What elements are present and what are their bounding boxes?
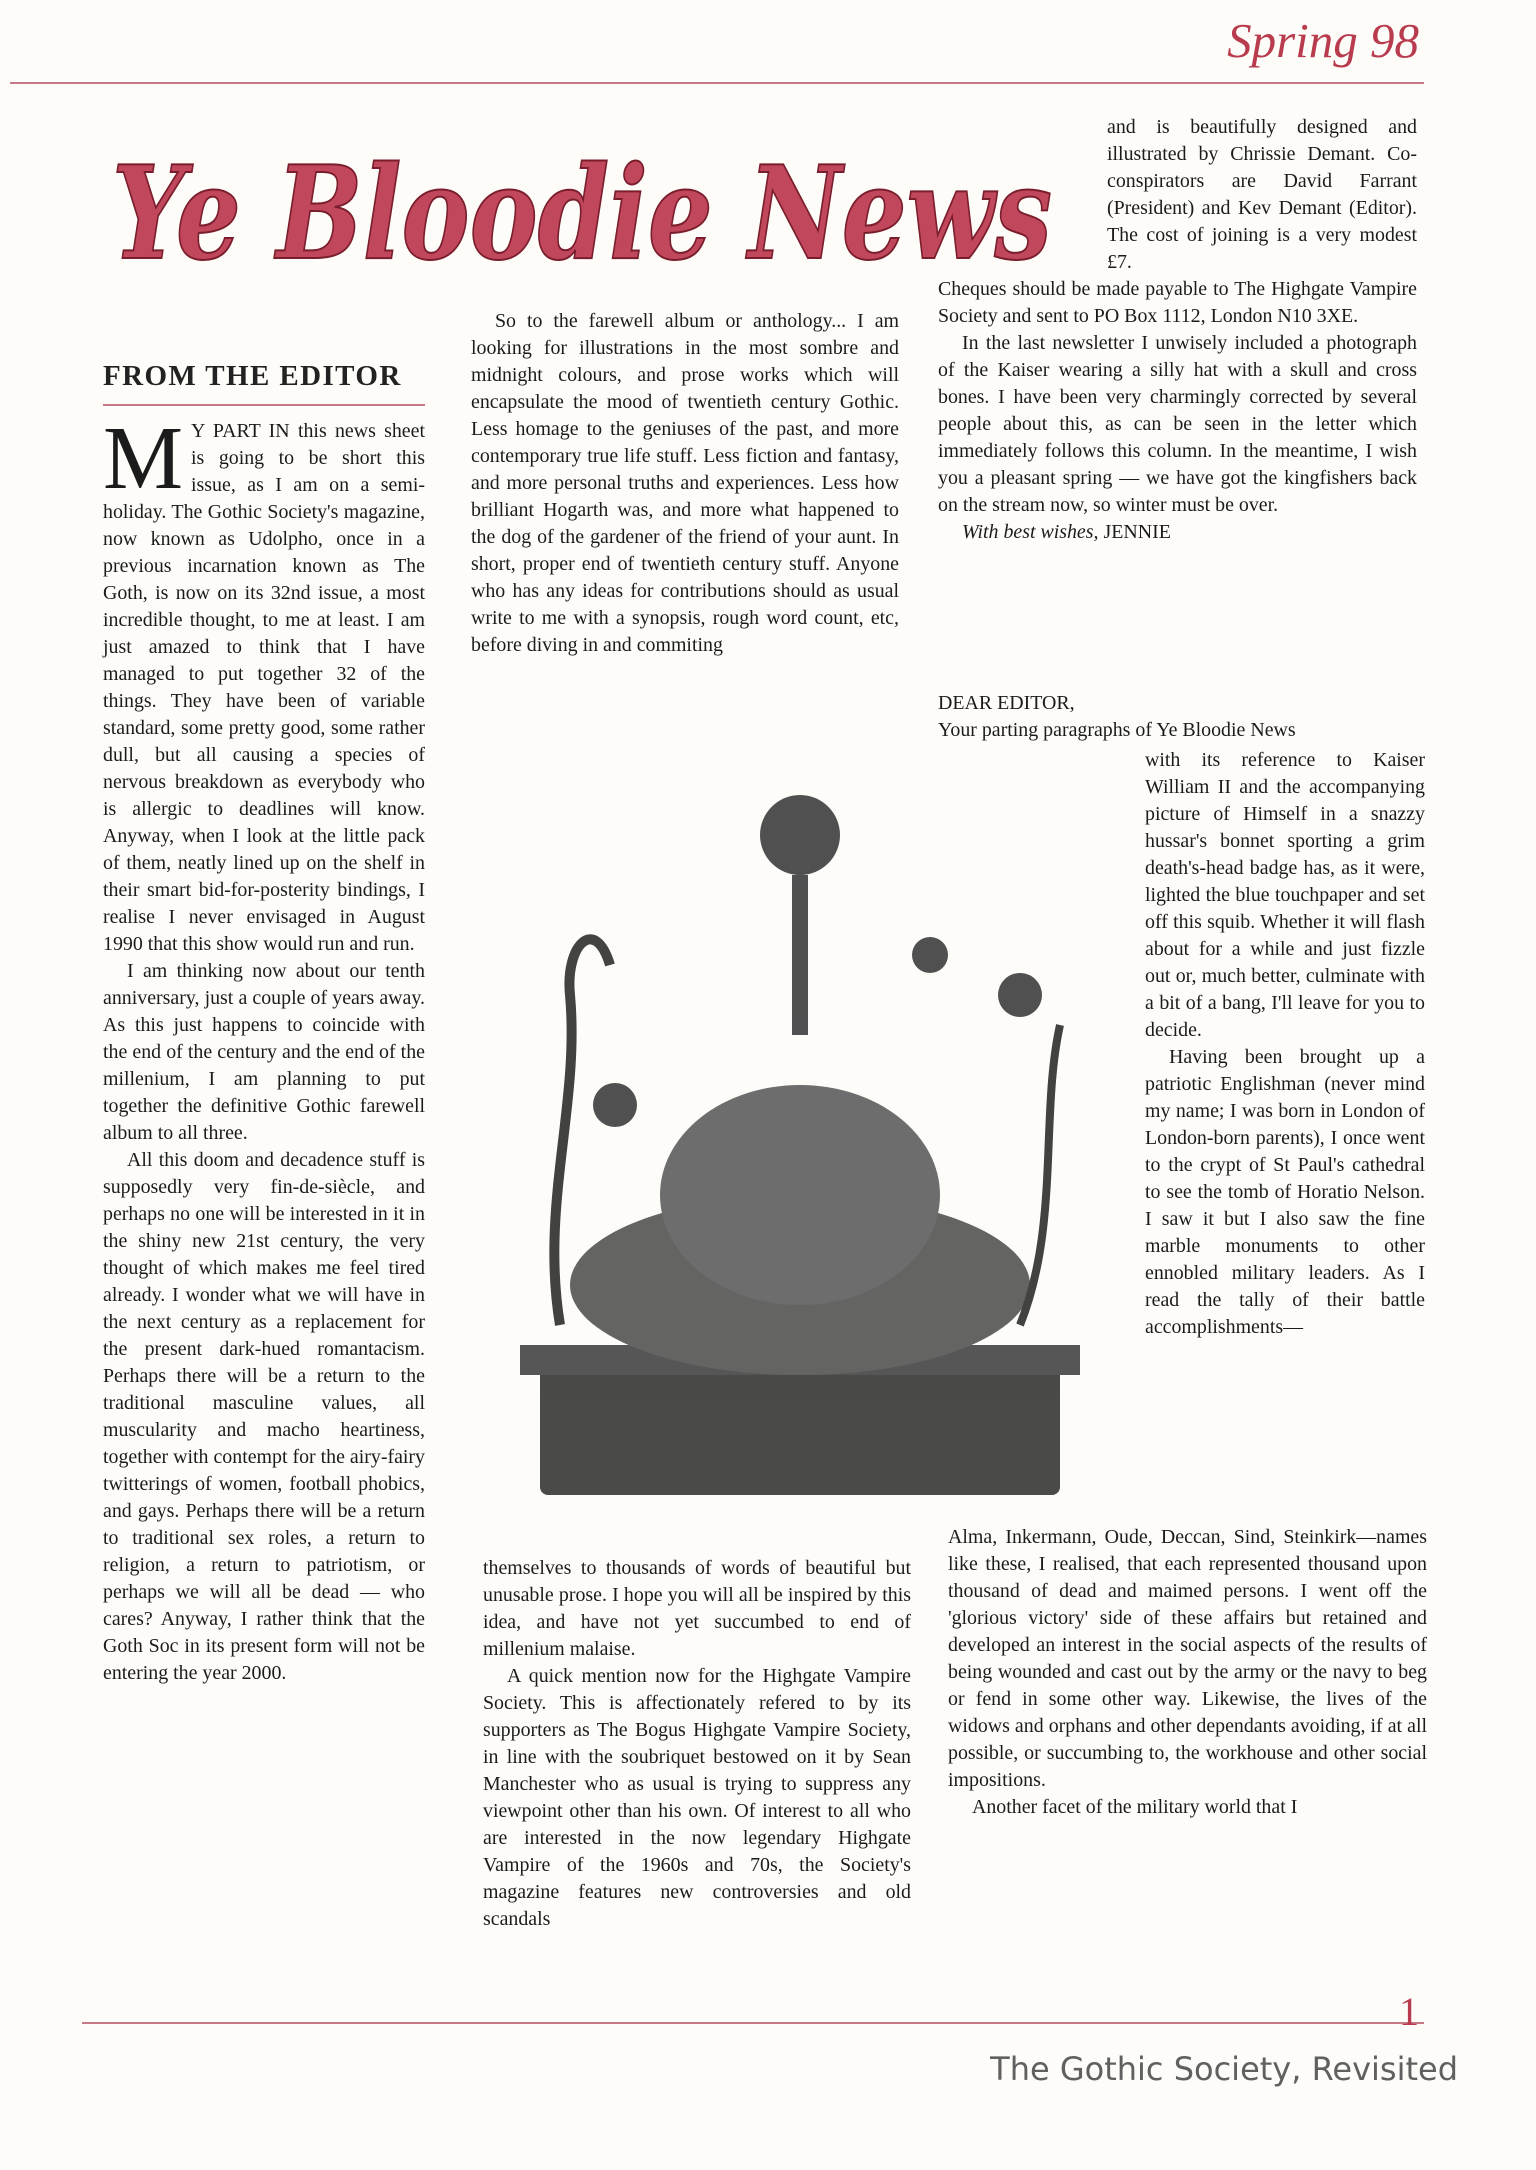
editor-paragraph-3: All this doom and decadence stuff is supposedly very fin-de-siècle, and perhaps no one will be interested in it in the shiny new 21st century, the very thought of which makes me feel tired already. I wonder what we will have in the next century as a replacement for the present dark-hued romantacism. Perhaps there will be a return to the traditional masculine values, all muscularity and macho heartiness, together with contempt for the airy-fairy twitterings of women, football phobics, and gays. Perhaps there will be a return to traditional sex roles, a return to religion, a return to patriotism, or perhaps we will all be dead — who cares? Anyway, I rather think that the Goth Soc in its present form will not be entering the year 2000. — [103, 1149, 425, 1684]
masthead — [112, 118, 1062, 293]
editor-column-1 — [103, 409, 425, 1687]
letter-paragraph-2: Having been brought up a patriotic Englishman (never mind my name; I was born in London of London-born parents), I once went to the crypt of St Paul's cathedral to see the tomb of Horatio Nelson. I saw it but I also saw the fine marble monuments to other ennobled military leaders. As I read the tally of their battle accomplishments— — [1145, 1046, 1425, 1338]
letter-salutation: DEAR EDITOR, — [938, 692, 1075, 714]
editor-paragraph-4-cont: themselves to thousands of words of beautiful but unusable prose. I hope you will all be inspired by this idea, and have not yet succumbed to end of millenium malaise. — [483, 1557, 911, 1660]
letter-narrow-column — [1145, 747, 1425, 1341]
signature: JENNIE — [1103, 521, 1171, 543]
skeleton-still-life-illustration — [500, 765, 1120, 1545]
letter-paragraph-2-cont: Alma, Inkermann, Oude, Deccan, Sind, Steinkirk—names like these, I realised, that each represented thousand upon thousand of dead and maimed persons. I went off the 'glorious victory' side of these affairs but retained and developed an interest in the social aspects of the results of being wounded and cast out by the army or the navy to beg or fend in some other way. Likewise, the lives of the widows and orphans and other dependants avoiding, if at all possible, or succumbing to, the workhouse and other social impositions. — [948, 1526, 1427, 1791]
editor-paragraph-1 — [103, 409, 425, 958]
editor-column-2-top — [471, 308, 899, 659]
section-heading: FROM THE EDITOR — [103, 360, 402, 392]
drop-cap: M — [103, 409, 184, 508]
editor-paragraph-4: So to the farewell album or anthology... I am looking for illustrations in the most sombre and midnight colours, and prose works which will encapsulate the mood of twentieth century Gothic. Less homage to the geniuses of the past, and more contemporary true life stuff. Less fiction and fantasy, and more personal truths and experiences. Less how brilliant Hogarth was, and more what happened to the dog of the gardener of the friend of your aunt. In short, proper end of twentieth century stuff. Anyone who has any ideas for contributions should as usual write to me with a synopsis, rough word count, etc, before diving in and commiting — [471, 310, 899, 656]
letter-paragraph-1-start: Your parting paragraphs of Ye Bloodie News — [938, 719, 1296, 741]
editor-paragraph-1-text: this news sheet is going to be short this issue, as I am on a semi-holiday. The Gothic Society's magazine, now known as Udolpho, once in a previous incarnation known as The Goth, is now on its 32nd issue, a most incredible thought, to me at least. I am just amazed to think that I have managed to put together 32 of the things. They have been of variable standard, some pretty good, some rather dull, but all causing a species of nervous breakdown as everybody who is allergic to deadlines will know. Anyway, when I look at the little pack of them, neatly lined up on the shelf in their smart bid-for-posterity bindings, I realise I never envisaged in August 1990 that this show would run and run. — [103, 420, 425, 955]
editor-column-3 — [938, 276, 1417, 546]
editor-column-3-top — [1107, 114, 1417, 276]
letter-paragraph-1: with its reference to Kaiser William II and the accompanying picture of Himself in a snazzy hussar's bonnet sporting a grim death's-head badge has, as it were, lighted the blue touchpaper and set off this squib. Whether it will flash about for a while and just fizzle out or, much better, culminate with a bit of a bang, I'll leave for you to decide. — [1145, 749, 1425, 1041]
signoff — [938, 519, 1417, 546]
editor-paragraph-5-end: Cheques should be made payable to The Highgate Vampire Society and sent to PO Box 1112, London N10 3XE. — [938, 278, 1417, 327]
letter-start — [938, 690, 1417, 744]
editor-paragraph-5: A quick mention now for the Highgate Vampire Society. This is affectionately refered to by its supporters as The Bogus Highgate Vampire Society, in line with the soubriquet bestowed on it by Sean Manchester who as usual is trying to suppress any viewpoint other than his own. Of interest to all who are interested in the now legendary Highgate Vampire of the 1960s and 70s, the Society's magazine features new controversies and old scandals — [483, 1665, 911, 1930]
editor-column-2-bottom — [483, 1555, 911, 1933]
heading-rule — [103, 404, 425, 406]
letter-paragraph-3: Another facet of the military world that I — [972, 1796, 1298, 1818]
letter-wide-column — [948, 1524, 1427, 1821]
issue-date: Spring 98 — [1227, 13, 1419, 68]
editor-paragraph-2: I am thinking now about our tenth anniversary, just a couple of years away. As this just happens to coincide with the end of the century and the end of the millenium, I am planning to put together the definitive Gothic farewell album to all three. — [103, 960, 425, 1144]
editor-paragraph-5-cont: and is beautifully designed and illustrated by Chrissie Demant. Co-conspirators are David Farrant (President) and Kev Demant (Editor). The cost of joining is a very modest £7. — [1107, 116, 1417, 273]
top-rule — [10, 82, 1424, 84]
signoff-text: With best wishes, — [962, 521, 1099, 543]
page-number: 1 — [1399, 1989, 1419, 2034]
editor-paragraph-6: In the last newsletter I unwisely included a photograph of the Kaiser wearing a silly hat with a skull and cross bones. I have been very charmingly corrected by several people about this, as can be seen in the letter which immediately follows this column. In the meantime, I wish you a pleasant spring — we have got the kingfishers back on the stream now, so winter must be over. — [938, 332, 1417, 516]
masthead-title: Ye Bloodie News — [112, 139, 1052, 289]
bottom-rule — [82, 2022, 1424, 2024]
lead-in: Y PART IN — [191, 420, 290, 442]
source-caption: The Gothic Society, Revisited — [990, 2050, 1458, 2088]
